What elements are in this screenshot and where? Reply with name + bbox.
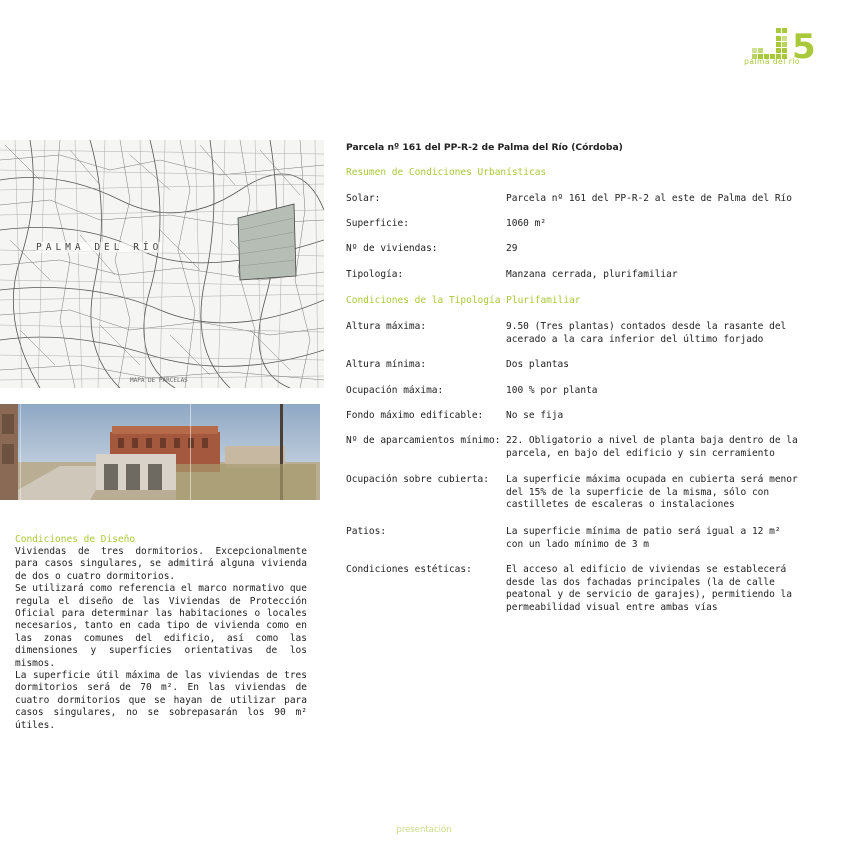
design-paragraph: Se utilizará como referencia el marco normativo que regula el diseño de las Viviendas de Protección Oficial para determinar las habitaciones o locales necesarios, tanto en cada tipo de vivienda como en las zonas comunes del edificio, así como las dimensiones y superficies orientativas de los mismos. [15, 583, 307, 669]
row-label: Altura mínima: [346, 359, 427, 370]
row-label: Nº de aparcamientos mínimo: [346, 435, 501, 446]
row-label: Nº de viviendas: [346, 243, 438, 254]
design-paragraph: La superficie útil máxima de las viviendas de tres dormitorios será de 70 m². En las viviendas de cuatro dormitorios que se hayan de utilizar para casos singulares, no se sobrepasarán los 90 m² útiles. [15, 670, 307, 731]
row-value: Dos plantas [506, 359, 569, 370]
logo-text: palma del río [744, 57, 800, 66]
row-label: Fondo máximo edificable: [346, 410, 484, 421]
row-value: 22. Obligatorio a nivel de planta baja dentro de la parcela, en bajo del edificio y sin cerramiento [506, 435, 798, 459]
row-label: Patios: [346, 526, 387, 537]
site-map [0, 140, 324, 388]
row-label: Ocupación máxima: [346, 385, 444, 396]
map-label: PALMA DEL RÍO [36, 242, 163, 253]
row-value: La superficie máxima ocupada en cubierta será menor del 15% de la superficie de la misma, sólo con castilletes de escaleras o instalaciones [506, 474, 798, 511]
section-typology-heading: Condiciones de la Tipología Plurifamiliar [346, 295, 581, 306]
row-label: Superficie: [346, 218, 409, 229]
row-value: 9.50 (Tres plantas) contados desde la rasante del acerado a la cara inferior del último forjado [506, 321, 787, 345]
row-label: Altura máxima: [346, 321, 427, 332]
footer-presentacion[interactable]: presentación [396, 825, 452, 835]
row-label: Solar: [346, 193, 381, 204]
row-label: Tipología: [346, 269, 404, 280]
row-value: El acceso al edificio de viviendas se establecerá desde las dos fachadas principales (la de calle peatonal y de servicio de garajes), permitiendo la permeabilidad visual entre ambas vías [506, 564, 792, 613]
row-value: 100 % por planta [506, 385, 598, 396]
site-photo [0, 404, 320, 500]
row-value: La superficie mínima de patio será igual a 12 m² con un lado mínimo de 3 m [506, 526, 781, 550]
design-paragraph: Viviendas de tres dormitorios. Excepcionalmente para casos singulares, se admitirá alguna vivienda de dos o cuatro dormitorios. [15, 546, 307, 582]
row-value: Manzana cerrada, plurifamiliar [506, 269, 678, 280]
row-value: 29 [506, 243, 518, 254]
design-heading: Condiciones de Diseño [15, 534, 136, 545]
section-urban-heading: Resumen de Condiciones Urbanísticas [346, 167, 547, 178]
row-value: Parcela nº 161 del PP-R-2 al este de Palma del Río [506, 193, 792, 204]
design-body [15, 546, 307, 732]
row-label: Ocupación sobre cubierta: [346, 474, 489, 485]
row-value: 1060 m² [506, 218, 547, 229]
row-label: Condiciones estéticas: [346, 564, 472, 575]
page-title: Parcela nº 161 del PP-R-2 de Palma del Río (Córdoba) [346, 142, 623, 153]
map-street-label: MAPA DE PARCELAS [130, 377, 188, 384]
logo-numeral: 5 [792, 27, 816, 67]
row-value: No se fija [506, 410, 564, 421]
